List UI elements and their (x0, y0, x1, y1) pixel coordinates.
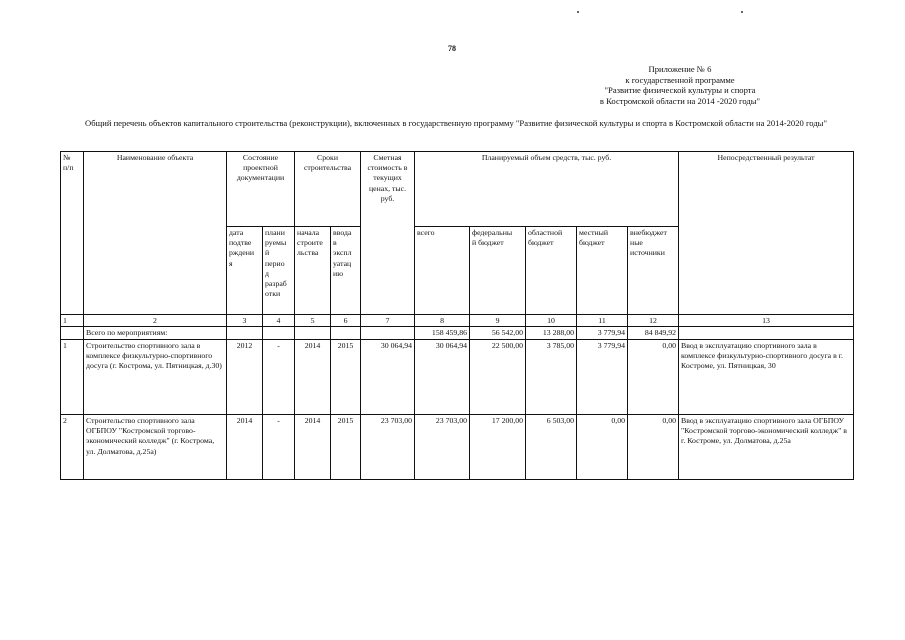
header-regional: областной бюджет (526, 227, 577, 315)
totals-label: Всего по мероприятиям: (84, 327, 227, 340)
row-num: 2 (61, 415, 84, 480)
header-result: Непосредственный результат (679, 152, 854, 315)
header-terms: Сроки строительства (295, 152, 361, 227)
appendix-line: "Развитие физической культуры и спорта (604, 85, 756, 96)
row-name: Строительство спортивного зала в комплексе физкультурно-спортивного досуга (г. Кострома, ул. Пятницкая, д.30) (84, 340, 227, 415)
totals-local: 3 779,94 (577, 327, 628, 340)
column-number-row (61, 315, 854, 327)
row-planned-period: - (263, 415, 295, 480)
header-approval-date: дата подтве рждени я (227, 227, 263, 315)
column-number: 10 (526, 315, 577, 327)
column-number: 8 (415, 315, 470, 327)
column-number: 5 (295, 315, 331, 327)
row-result: Ввод в эксплуатацию спортивного зала в комплексе физкультурно-спортивного досуга в г. Костроме, ул. Пятницкая, 30 (679, 340, 854, 415)
column-number: 2 (84, 315, 227, 327)
column-number: 1 (61, 315, 84, 327)
table-row (61, 415, 854, 480)
row-regional: 3 785,00 (526, 340, 577, 415)
objects-table (60, 151, 854, 480)
column-number: 3 (227, 315, 263, 327)
totals-total: 158 459,86 (415, 327, 470, 340)
totals-regional: 13 288,00 (526, 327, 577, 340)
column-number: 11 (577, 315, 628, 327)
header-extra: внебюджет ные источники (628, 227, 679, 315)
totals-cell (295, 327, 331, 340)
row-start: 2014 (295, 415, 331, 480)
header-estimated-cost: Сметная стоимость в текущих ценах, тыс. руб. (361, 152, 415, 315)
header-federal: федеральны й бюджет (470, 227, 526, 315)
table-row (61, 340, 854, 415)
document-title: Общий перечень объектов капитального строительства (реконструкции), включенных в государственную программу "Развитие физической культуры и спорта в Костромской области на 2014-2020 годы" (85, 118, 827, 128)
header-row (61, 152, 854, 227)
row-estimated-cost: 30 064,94 (361, 340, 415, 415)
header-planned-period: плани руемы й перио д разраб отки (263, 227, 295, 315)
column-number: 9 (470, 315, 526, 327)
row-result: Ввод в эксплуатацию спортивного зала ОГБПОУ "Костромской торгово-экономический колледж" в г. Костроме, ул. Долматова, д.25а (679, 415, 854, 480)
appendix-line: к государственной программе (625, 74, 735, 85)
header-local: местный бюджет (577, 227, 628, 315)
totals-row (61, 327, 854, 340)
row-estimated-cost: 23 703,00 (361, 415, 415, 480)
row-federal: 17 200,00 (470, 415, 526, 480)
column-number: 13 (679, 315, 854, 327)
row-commission: 2015 (331, 340, 361, 415)
scan-speck (577, 11, 579, 13)
scan-speck (741, 11, 743, 13)
totals-result (679, 327, 854, 340)
row-federal: 22 500,00 (470, 340, 526, 415)
row-commission: 2015 (331, 415, 361, 480)
row-start: 2014 (295, 340, 331, 415)
page-number: 78 (448, 44, 456, 53)
row-extra: 0,00 (628, 415, 679, 480)
totals-cell (227, 327, 263, 340)
header-total: всего (415, 227, 470, 315)
header-commission: ввода в экспл уатац ию (331, 227, 361, 315)
appendix-line: Приложение № 6 (648, 64, 712, 74)
row-extra: 0,00 (628, 340, 679, 415)
column-number: 4 (263, 315, 295, 327)
row-total: 30 064,94 (415, 340, 470, 415)
row-name: Строительство спортивного зала ОГБПОУ "Костромской торгово-экономический колледж" (г. Кострома, ул. Долматова, д.25а) (84, 415, 227, 480)
row-local: 3 779,94 (577, 340, 628, 415)
row-regional: 6 503,00 (526, 415, 577, 480)
totals-cell (331, 327, 361, 340)
header-doc-state: Состояние проектной документации (227, 152, 295, 227)
row-num: 1 (61, 340, 84, 415)
header-name: Наименование объекта (84, 152, 227, 315)
header-num: № п/п (61, 152, 84, 315)
row-local: 0,00 (577, 415, 628, 480)
row-planned-period: - (263, 340, 295, 415)
totals-cell (361, 327, 415, 340)
row-approval-date: 2012 (227, 340, 263, 415)
column-number: 12 (628, 315, 679, 327)
column-number: 7 (361, 315, 415, 327)
row-total: 23 703,00 (415, 415, 470, 480)
appendix-header (560, 64, 800, 106)
totals-extra: 84 849,92 (628, 327, 679, 340)
totals-federal: 56 542,00 (470, 327, 526, 340)
column-number: 6 (331, 315, 361, 327)
totals-cell (263, 327, 295, 340)
row-approval-date: 2014 (227, 415, 263, 480)
totals-num (61, 327, 84, 340)
appendix-line: в Костромской области на 2014 -2020 годы" (599, 95, 761, 106)
header-start: начала строите льства (295, 227, 331, 315)
header-planned-volume: Планируемый объем средств, тыс. руб. (415, 152, 679, 227)
